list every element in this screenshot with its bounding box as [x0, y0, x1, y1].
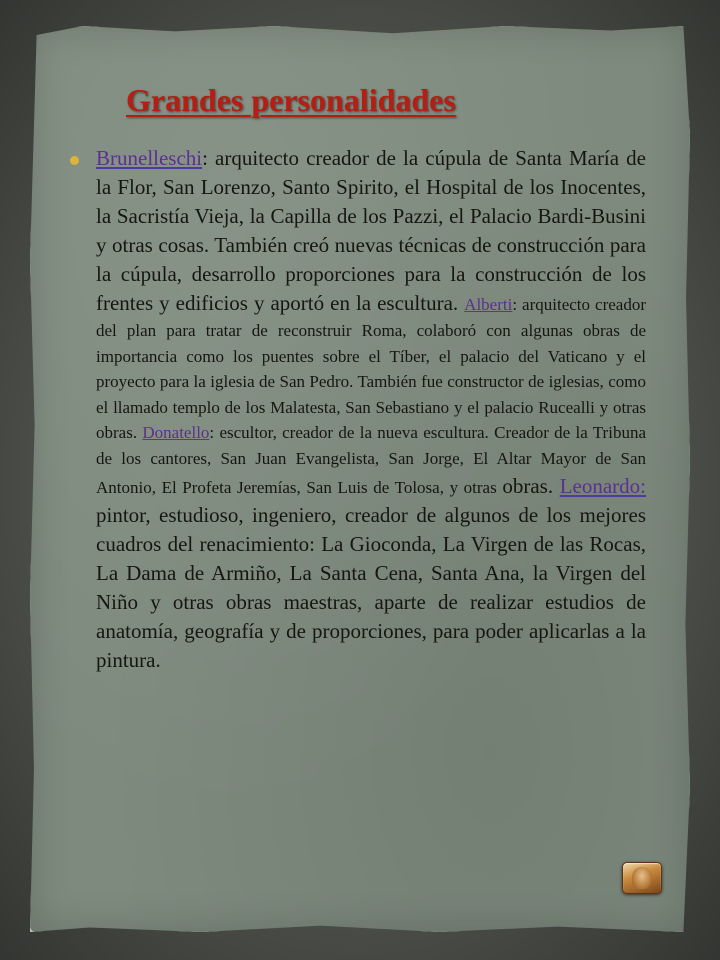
link-alberti[interactable]: Alberti [464, 295, 513, 314]
link-donatello[interactable]: Donatello [142, 423, 210, 443]
leonardo-description: pintor, estudioso, ingeniero, creador de algunos de los mejores cuadros del renacimiento: La Gioconda, La Virgen de las Rocas, La Dama de Armiño, La Santa Cena, Santa Ana, la Virgen del Niño y otras obras maestras, aparte de realizar estudios de anatomía, geografía y de proporciones, para poder aplicarlas a la pintura. [96, 502, 646, 672]
obras-text: obras. [502, 473, 560, 498]
slide-body [96, 144, 646, 675]
link-brunelleschi[interactable]: Brunelleschi [96, 146, 203, 170]
slide-title: Grandes personalidades [126, 82, 456, 118]
bullet-icon [70, 156, 79, 165]
alberti-description: : arquitecto creador del plan para tratar de reconstruir Roma, colaboró con algunas obras de importancia como los puentes sobre el Tíber, el palacio del Vaticano y el proyecto para la iglesia de San Pedro. También fue constructor de iglesias, como el llamado templo de los Malatesta, San Sebastiano y el palacio Rucealli y otras obras. [96, 295, 646, 443]
donatello-description: : escultor, creador de la nueva escultura. Creador de la Tribuna de los cantores, San Juan Evangelista, San Jorge, El Altar Mayor de San Antonio, El Profeta Jeremías, San Luis de Tolosa, y otras [96, 423, 646, 497]
portrait-face [632, 867, 652, 889]
leonardo-portrait-icon[interactable] [622, 862, 662, 894]
link-leonardo[interactable]: Leonardo: [559, 473, 646, 498]
brunelleschi-description: : arquitecto creador de la cúpula de Santa María de la Flor, San Lorenzo, Santo Spirito, el Hospital de los Inocentes, la Sacristía Vieja, la Capilla de los Pazzi, el Palacio Bardi-Busini y otras cosas. También creó nuevas técnicas de construcción para la cúpula, desarrollo proporciones para la construcción de los frentes y edificios y aportó en la escultura. [96, 146, 646, 315]
